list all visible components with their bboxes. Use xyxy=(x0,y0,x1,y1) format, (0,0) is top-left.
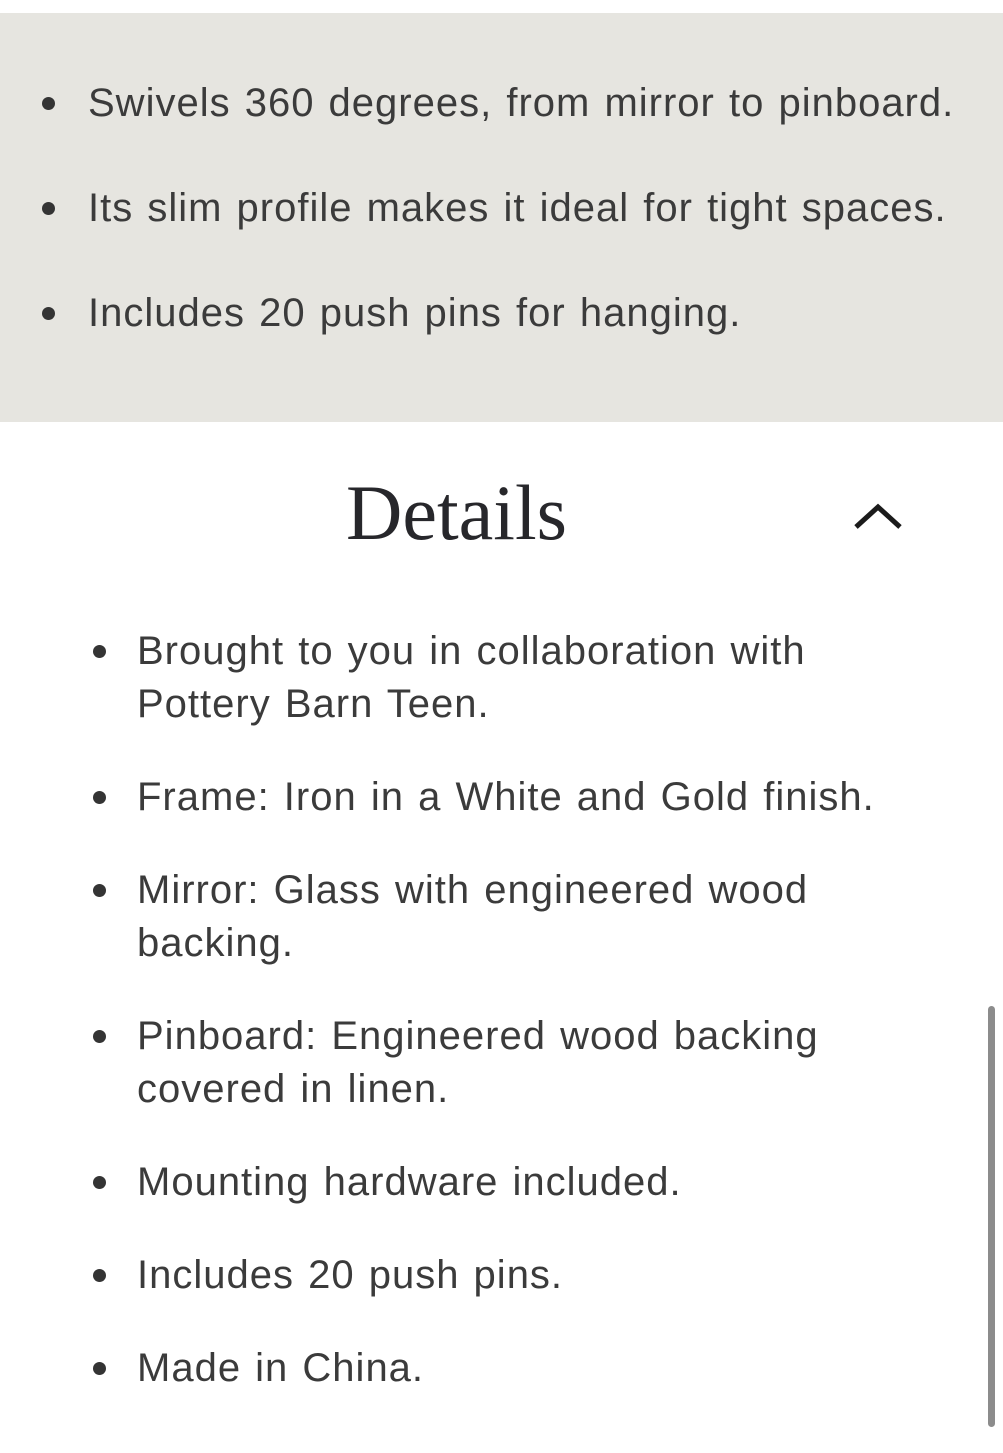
product-details-page xyxy=(0,13,1003,1453)
bullet-dot xyxy=(93,645,106,658)
detail-text: Frame: Iron in a White and Gold finish. xyxy=(137,775,875,819)
list-item xyxy=(0,771,1003,824)
bullet-dot xyxy=(93,1269,106,1282)
details-collapse-button[interactable] xyxy=(853,500,903,534)
list-item xyxy=(0,1342,1003,1395)
details-list xyxy=(0,625,1003,1445)
list-item xyxy=(0,1010,1003,1116)
detail-text: Brought to you in collaboration with Pottery Barn Teen. xyxy=(137,629,806,726)
highlight-text: Its slim profile makes it ideal for tight spaces. xyxy=(88,186,947,230)
details-title: Details xyxy=(346,469,567,556)
bullet-dot xyxy=(42,97,55,110)
bullet-dot xyxy=(42,307,55,320)
detail-text: Made in China. xyxy=(137,1346,425,1390)
highlight-text: Swivels 360 degrees, from mirror to pinboard. xyxy=(88,81,955,125)
list-item xyxy=(0,1156,1003,1209)
list-item xyxy=(0,625,1003,731)
detail-text: Includes 20 push pins. xyxy=(137,1253,564,1297)
list-item xyxy=(0,864,1003,970)
list-item xyxy=(0,182,973,235)
detail-text: Mirror: Glass with engineered wood backing. xyxy=(137,868,809,965)
bullet-dot xyxy=(93,791,106,804)
highlights-list xyxy=(0,77,973,340)
detail-text: Mounting hardware included. xyxy=(137,1160,682,1204)
detail-text: Pinboard: Engineered wood backing covered in linen. xyxy=(137,1014,819,1111)
bullet-dot xyxy=(93,1176,106,1189)
details-section xyxy=(0,422,1003,1445)
list-item xyxy=(0,77,973,130)
bullet-dot xyxy=(42,202,55,215)
bullet-dot xyxy=(93,1030,106,1043)
chevron-up-icon xyxy=(853,500,903,534)
details-header xyxy=(0,470,1003,556)
product-highlights-section xyxy=(0,13,1003,422)
bullet-dot xyxy=(93,1362,106,1375)
scrollbar-thumb[interactable] xyxy=(988,1006,995,1427)
list-item xyxy=(0,287,973,340)
list-item xyxy=(0,1249,1003,1302)
highlight-text: Includes 20 push pins for hanging. xyxy=(88,291,742,335)
bullet-dot xyxy=(93,884,106,897)
